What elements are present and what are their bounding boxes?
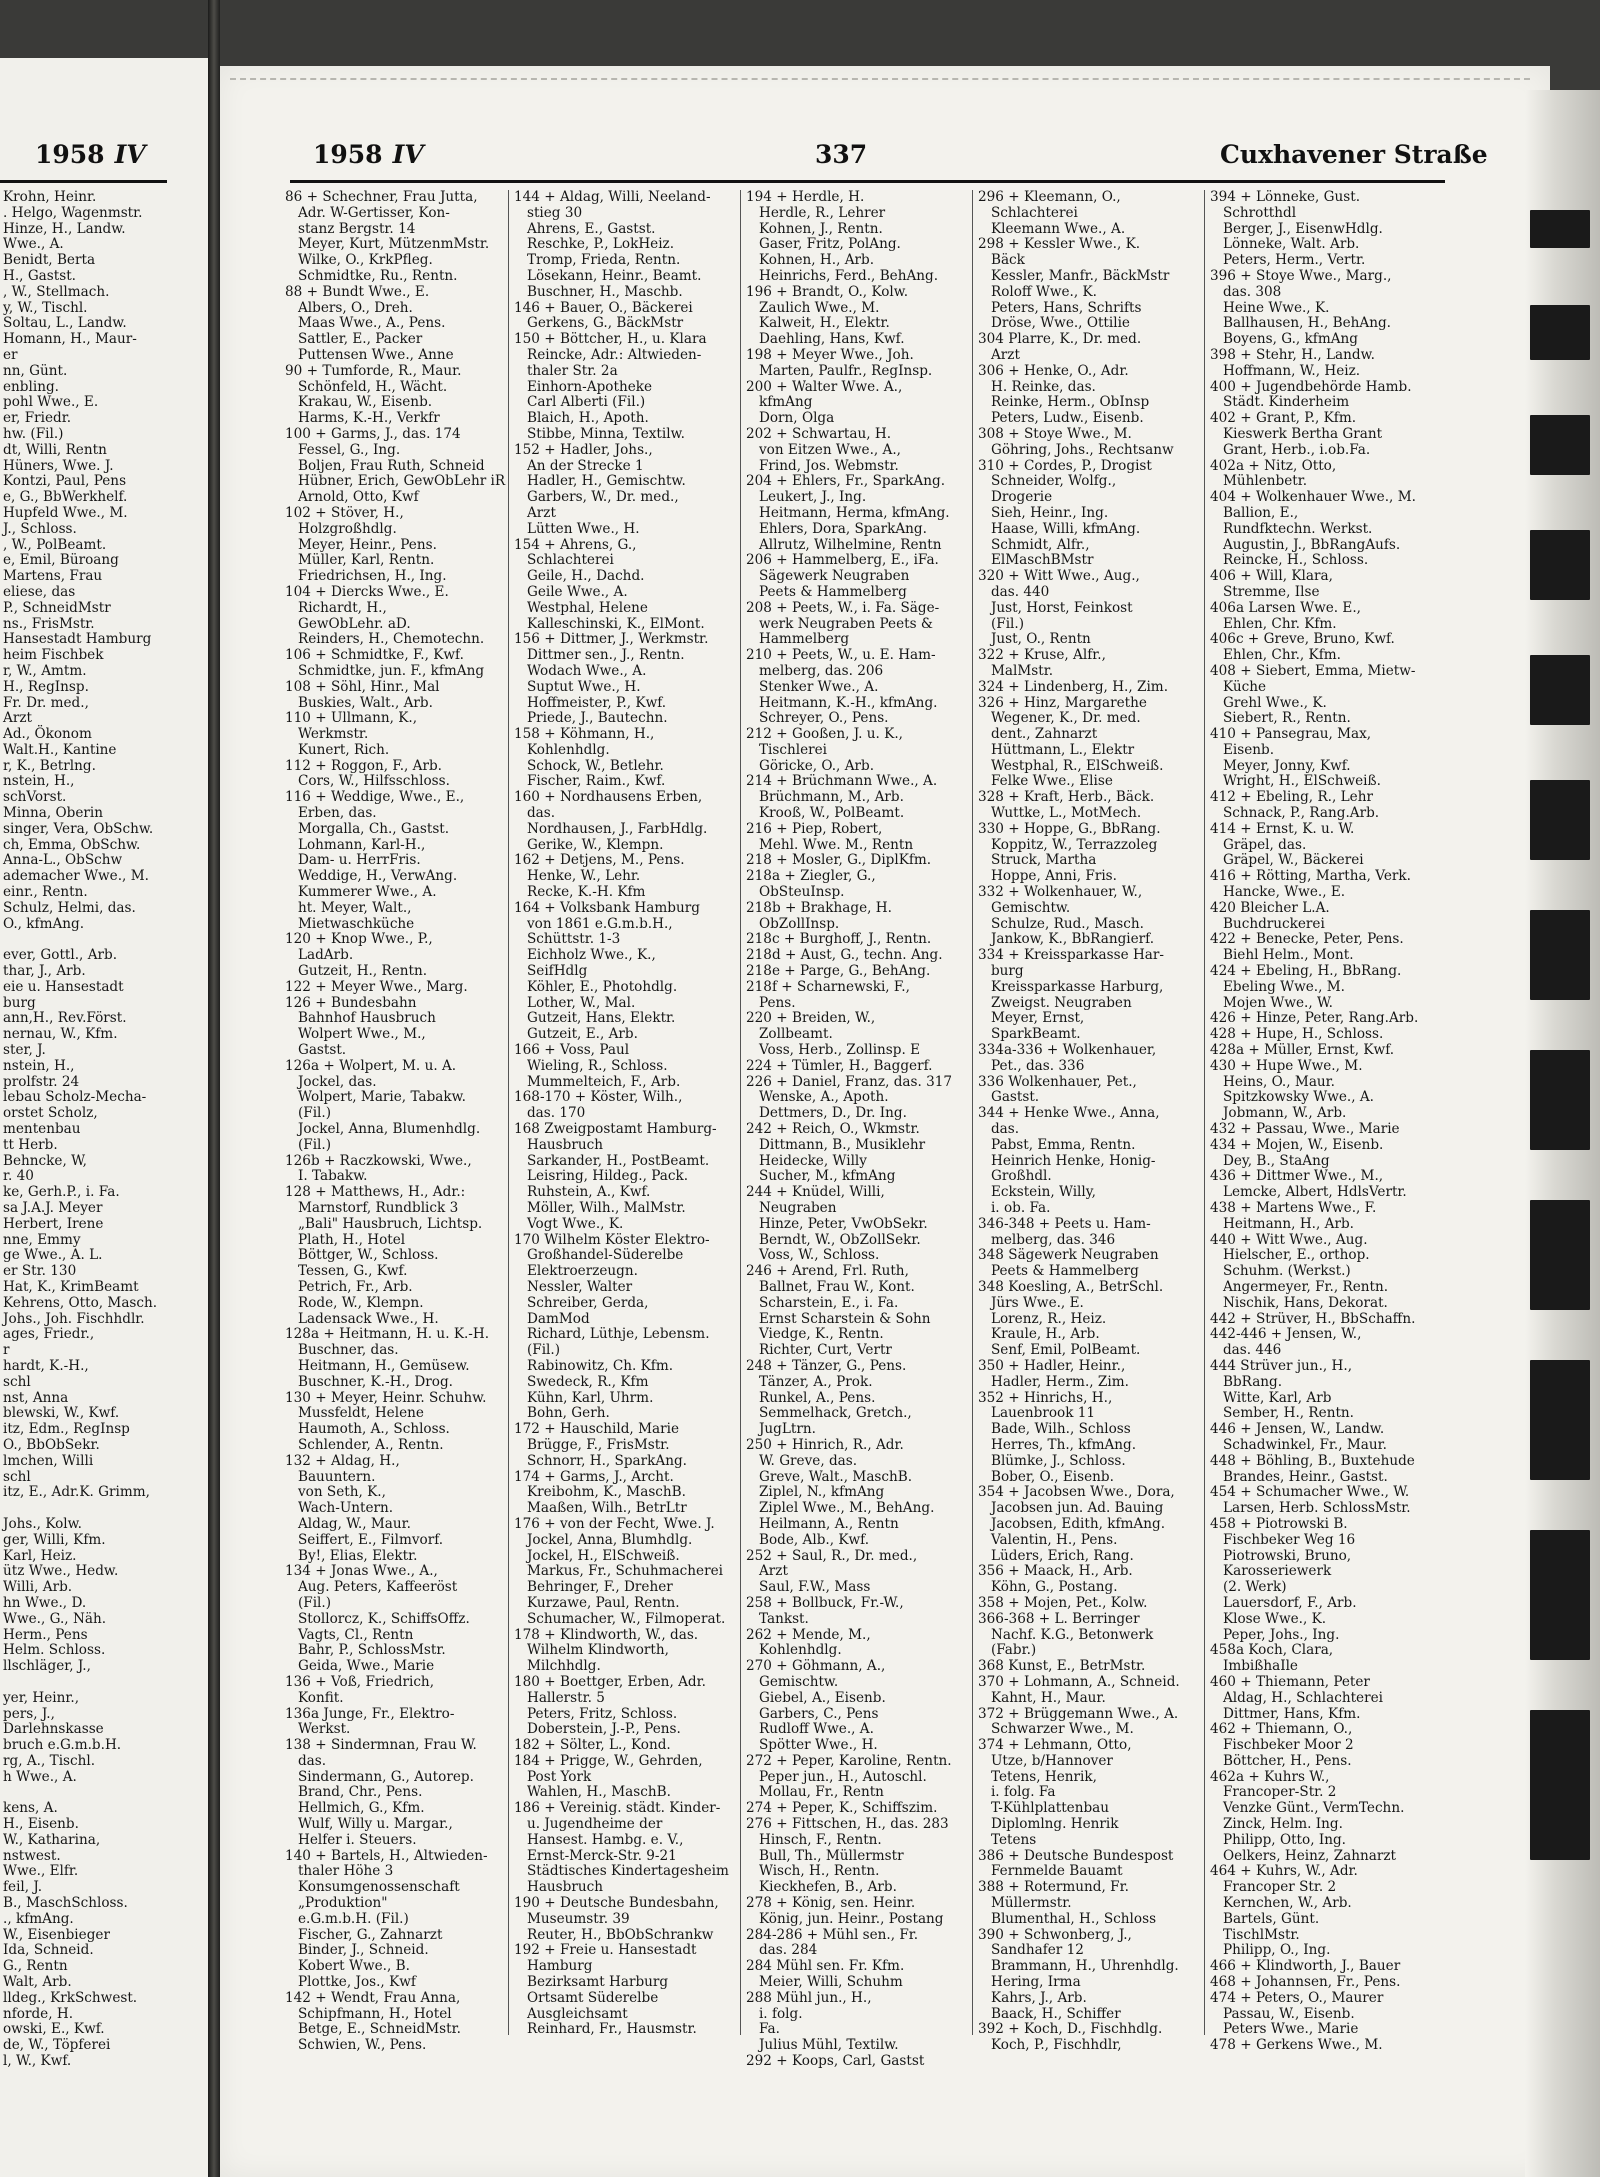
top-edge-dashes bbox=[230, 78, 1530, 80]
page-number: 337 bbox=[815, 140, 868, 169]
left-volume: IV bbox=[114, 140, 146, 169]
year: 1958 bbox=[313, 140, 383, 169]
column-divider bbox=[740, 190, 741, 2035]
left-page-column: Krohn, Heinr. . Helgo, Wagenmstr. Hinze, H., Landw. Wwe., A. Benidt, Berta H., Gastst. , W., Stellmach. y, W., Tischl. Soltau, L., Landw. Homann, H., Maur- er nn, Günt. enbling. pohl Wwe., E. er, Friedr. hw. (Fil.) dt, Willi, Rentn Hüners, Wwe. J. Kontzi, Paul, Pens e, G., BbWerkhelf. Hupfeld Wwe., M. J., Schloss. , W., PolBeamt. e, Emil, Büroang Martens, Frau eliese, das P., SchneidMstr ns., FrisMstr. Hansestadt Hamburg heim Fischbek r, W., Amtm. H., RegInsp. Fr. Dr. med., Arzt Ad., Ökonom Walt.H., Kantine r, K., Betrlng. nstein, H., schVorst. Minna, Oberin singer, Vera, ObSchw. ch, Emma, ObSchw. Anna-L., ObSchw ademacher Wwe., M. einr., Rentn. Schulz, Helmi, das. O., kfmAng. ever, Gottl., Arb. thar, J., Arb. eie u. Hansestadt burg ann,H., Rev.Först. nernau, W., Kfm. ster, J. nstein, H., prolfstr. 24 lebau Scholz-Mecha- orstet Scholz, mentenbau tt Herb. Behncke, W, r. 40 ke, Gerh.P., i. Fa. sa J.A.J. Meyer Herbert, Irene nne, Emmy ge Wwe., A. L. er Str. 130 Hat, K., KrimBeamt Kehrens, Otto, Masch. Johs., Joh. Fischhdlr. ages, Friedr., r hardt, K.-H., schl nst, Anna blewski, W., Kwf. itz, Edm., RegInsp O., BbObSekr. lmchen, Willi schl itz, E., Adr.K. Grimm, Johs., Kolw. ger, Willi, Kfm. Karl, Heiz. ütz Wwe., Hedw. Willi, Arb. hn Wwe., D. Wwe., G., Näh. Herm., Pens Helm. Schloss. llschläger, J., yer, Heinr., pers, J., Darlehnskasse bruch e.G.m.b.H. rg, A., Tischl. h Wwe., A. kens, A. H., Eisenb. W., Katharina, nstwest. Wwe., Elfr. feil, J. B., MaschSchloss. ., kfmAng. W., Eisenbieger Ida, Schneid. G., Rentn Walt, Arb. lldeg., KrkSchwest. nforde, H. owski, E., Kwf. de, W., Töpferei l, W., Kwf. bbox=[3, 189, 158, 2070]
street-title: Cuxhavener Straße bbox=[1220, 140, 1488, 169]
header-rule bbox=[290, 180, 1445, 183]
book-gutter bbox=[208, 0, 220, 2177]
left-year: 1958 bbox=[35, 140, 105, 169]
volume: IV bbox=[392, 140, 424, 169]
column-divider bbox=[972, 190, 973, 2035]
column-divider bbox=[508, 190, 509, 2035]
directory-column-5: 394 + Lönneke, Gust. Schrotthdl Berger, J., EisenwHdlg. Lönneke, Walt. Arb. Peters, Herm., Vertr. 396 + Stoye Wwe., Marg., das. 308 Heine Wwe., K. Ballhausen, H., BehAng. Boyens, G., kfmAng 398 + Stehr, H., Landw. Hoffmann, W., Heiz. 400 + Jugendbehörde Hamb. Städt. Kinderheim 402 + Grant, P., Kfm. Kieswerk Bertha Grant Grant, Herb., i.ob.Fa. 402a + Nitz, Otto, Mühlenbetr. 404 + Wolkenhauer Wwe., M. Ballion, E., Rundfktechn. Werkst. Augustin, J., BbRangAufs. Reincke, H., Schloss. 406 + Will, Klara, Stremme, Ilse 406a Larsen Wwe. E., Ehlen, Chr. Kfm. 406c + Greve, Bruno, Kwf. Ehlen, Chr., Kfm. 408 + Siebert, Emma, Mietw- Küche Grehl Wwe., K. Siebert, R., Rentn. 410 + Pansegrau, Max, Eisenb. Meyer, Jonny, Kwf. Wright, H., ElSchweiß. 412 + Ebeling, R., Lehr Schnack, P., Rang.Arb. 414 + Ernst, K. u. W. Gräpel, das. Gräpel, W., Bäckerei 416 + Rötting, Martha, Verk. Hancke, Wwe., E. 420 Bleicher L.A. Buchdruckerei 422 + Benecke, Peter, Pens. Biehl Helm., Mont. 424 + Ebeling, H., BbRang. Ebeling Wwe., M. Mojen Wwe., W. 426 + Hinze, Peter, Rang.Arb. 428 + Hupe, H., Schloss. 428a + Müller, Ernst, Kwf. 430 + Hupe Wwe., M. Heins, O., Maur. Spitzkowsky Wwe., A. Jobmann, W., Arb. 432 + Passau, Wwe., Marie 434 + Mojen, W., Eisenb. Dey, B., StaAng 436 + Dittmer Wwe., M., Lemcke, Albert, HdlsVertr. 438 + Martens Wwe., F. Heitmann, H., Arb. 440 + Witt Wwe., Aug. Hielscher, E., orthop. Schuhm. (Werkst.) Angermeyer, Fr., Rentn. Nischik, Hans, Dekorat. 442 + Strüver, H., BbSchaffn. 442-446 + Jensen, W., das. 446 444 Strüver jun., H., BbRang. Witte, Karl, Arb Sember, H., Rentn. 446 + Jensen, W., Landw. Schadwinkel, Fr., Maur. 448 + Böhling, B., Buxtehude Brandes, Heinr., Gastst. 454 + Schumacher Wwe., W. Larsen, Herb. SchlossMstr. 458 + Piotrowski B. Fischbeker Weg 16 Piotrowski, Bruno, Karosseriewerk (2. Werk) Lauersdorf, F., Arb. Klose Wwe., K. Peper, Johs., Ing. 458a Koch, Clara, ImbißhaIle 460 + Thiemann, Peter Aldag, H., Schlachterei Dittmer, Hans, Kfm. 462 + Thiemann, O., Fischbeker Moor 2 Böttcher, H., Pens. 462a + Kuhrs W., Francoper-Str. 2 Venzke Günt., VermTechn. Zinck, Helm. Ing. Philipp, Otto, Ing. Oelkers, Heinz, Zahnarzt 464 + Kuhrs, W., Adr. Francoper Str. 2 Kernchen, W., Arb. Bartels, Günt. TischlMstr. Philipp, O., Ing. 466 + Klindworth, J., Bauer 468 + Johannsen, Fr., Pens. 474 + Peters, O., Maurer Passau, W., Eisenb. Peters Wwe., Marie 478 + Gerkens Wwe., M. bbox=[1210, 189, 1419, 2054]
header-year bbox=[313, 140, 424, 169]
left-page-header bbox=[35, 140, 146, 169]
directory-column-4: 296 + Kleemann, O., Schlachterei Kleemann Wwe., A. 298 + Kessler Wwe., K. Bäck Kessler, Manfr., BäckMstr Roloff Wwe., K. Peters, Hans, Schrifts Dröse, Wwe., Ottilie 304 Plarre, K., Dr. med. Arzt 306 + Henke, O., Adr. H. Reinke, das. Reinke, Herm., ObInsp Peters, Ludw., Eisenb. 308 + Stoye Wwe., M. Göhring, Johs., Rechtsanw 310 + Cordes, P., Drogist Schneider, Wolfg., Drogerie Sieh, Heinr., Ing. Haase, Willi, kfmAng. Schmidt, Alfr., ElMaschBMstr 320 + Witt Wwe., Aug., das. 440 Just, Horst, Feinkost (Fil.) Just, O., Rentn 322 + Kruse, Alfr., MalMstr. 324 + Lindenberg, H., Zim. 326 + Hinz, Margarethe Wegener, K., Dr. med. dent., Zahnarzt Hüttmann, L., Elektr Westphal, R., ElSchweiß. Felke Wwe., Elise 328 + Kraft, Herb., Bäck. Wuttke, L., MotMech. 330 + Hoppe, G., BbRang. Koppitz, W., Terrazzoleg Struck, Martha Hoppe, Anni, Fris. 332 + Wolkenhauer, W., Gemischtw. Schulze, Rud., Masch. Jankow, K., BbRangierf. 334 + Kreissparkasse Har- burg Kreissparkasse Harburg, Zweigst. Neugraben Meyer, Ernst, SparkBeamt. 334a-336 + Wolkenhauer, Pet., das. 336 336 Wolkenhauer, Pet., Gastst. 344 + Henke Wwe., Anna, das. Pabst, Emma, Rentn. Heinrich Henke, Honig- Großhdl. Eckstein, Willy, i. ob. Fa. 346-348 + Peets u. Ham- melberg, das. 346 348 Sägewerk Neugraben Peets & Hammelberg 348 Koesling, A., BetrSchl. Jürs Wwe., E. Lorenz, R., Heiz. Kraule, H., Arb. Senf, Emil, PolBeamt. 350 + Hadler, Heinr., Hadler, Herm., Zim. 352 + Hinrichs, H., Lauenbrook 11 Bade, Wilh., Schloss Herres, Th., kfmAng. Blümke, J., Schloss. Bober, O., Eisenb. 354 + Jacobsen Wwe., Dora, Jacobsen jun. Ad. Bauing Jacobsen, Edith, kfmAng. Valentin, H., Pens. Lüders, Erich, Rang. 356 + Maack, H., Arb. Köhn, G., Postang. 358 + Mojen, Pet., Kolw. 366-368 + L. Berringer Nachf. K.G., Betonwerk (Fabr.) 368 Kunst, E., BetrMstr. 370 + Lohmann, A., Schneid. Kahnt, H., Maur. 372 + Brüggemann Wwe., A. Schwarzer Wwe., M. 374 + Lehmann, Otto, Utze, b/Hannover Tetens, Henrik, i. folg. Fa T-Kühlplattenbau Diplomlng. Henrik Tetens 386 + Deutsche Bundespost Fernmelde Bauamt 388 + Rotermund, Fr. Müllermstr. Blumenthal, H., Schloss 390 + Schwonberg, J., Sandhafer 12 Brammann, H., Uhrenhdlg. Hering, Irma Kahrs, J., Arb. Baack, H., Schiffer 392 + Koch, D., Fischhdlg. Koch, P., Fischhdlr, bbox=[978, 189, 1180, 2054]
left-header-rule bbox=[0, 180, 167, 183]
directory-column-1: 86 + Schechner, Frau Jutta, Adr. W-Gertisser, Kon- stanz Bergstr. 14 Meyer, Kurt, MützenmMstr. Wilke, O., KrkPfleg. Schmidtke, Ru., Rentn. 88 + Bundt Wwe., E. Albers, O., Dreh. Maas Wwe., A., Pens. Sattler, E., Packer Puttensen Wwe., Anne 90 + Tumforde, R., Maur. Schönfeld, H., Wächt. Krakau, W., Eisenb. Harms, K.-H., Verkfr 100 + Garms, J., das. 174 Fessel, G., Ing. Boljen, Frau Ruth, Schneid Hübner, Erich, GewObLehr iR Arnold, Otto, Kwf 102 + Stöver, H., Holzgroßhdlg. Meyer, Heinr., Pens. Müller, Karl, Rentn. Friedrichsen, H., Ing. 104 + Diercks Wwe., E. Richardt, H., GewObLehr. aD. Reinders, H., Chemotechn. 106 + Schmidtke, F., Kwf. Schmidtke, jun. F., kfmAng 108 + Söhl, Hinr., Mal Buskies, Walt., Arb. 110 + Ullmann, K., Werkmstr. Kunert, Rich. 112 + Roggon, F., Arb. Cors, W., Hilfsschloss. 116 + Weddige, Wwe., E., Erben, das. Morgalla, Ch., Gastst. Lohmann, Karl-H., Dam- u. HerrFris. Weddige, H., VerwAng. Kummerer Wwe., A. ht. Meyer, Walt., Mietwaschküche 120 + Knop Wwe., P., LadArb. Gutzeit, H., Rentn. 122 + Meyer Wwe., Marg. 126 + Bundesbahn Bahnhof Hausbruch Wolpert Wwe., M., Gastst. 126a + Wolpert, M. u. A. Jockel, das. Wolpert, Marie, Tabakw. (Fil.) Jockel, Anna, Blumenhdlg. (Fil.) 126b + Raczkowski, Wwe., I. Tabakw. 128 + Matthews, H., Adr.: Marnstorf, Rundblick 3 „Bali" Hausbruch, Lichtsp. Plath, H., Hotel Böttger, W., Schloss. Tessen, G., Kwf. Petrich, Fr., Arb. Rode, W., Klempn. Ladensack Wwe., H. 128a + Heitmann, H. u. K.-H. Buschner, das. Heitmann, H., Gemüsew. Buschner, K.-H., Drog. 130 + Meyer, Heinr. Schuhw. Mussfeldt, Helene Haumoth, A., Schloss. Schlender, A., Rentn. 132 + Aldag, H., Bauuntern. von Seth, K., Wach-Untern. Aldag, W., Maur. Seiffert, E., Filmvorf. By!, Elias, Elektr. 134 + Jonas Wwe., A., Aug. Peters, Kaffeeröst (Fil.) Stollorcz, K., SchiffsOffz. Vagts, Cl., Rentn Bahr, P., SchlossMstr. Geida, Wwe., Marie 136 + Voß, Friedrich, Konfit. 136a Junge, Fr., Elektro- Werkst. 138 + Sindermnan, Frau W. das. Sindermann, G., Autorep. Brand, Chr., Pens. Hellmich, G., Kfm. Wulf, Willy u. Margar., Helfer i. Steuers. 140 + Bartels, H., Altwieden- thaler Höhe 3 Konsumgenossenschaft „Produktion" e.G.m.b.H. (Fil.) Fischer, G., Zahnarzt Binder, J., Schneid. Kobert Wwe., B. Plottke, Jos., Kwf 142 + Wendt, Frau Anna, Schipfmann, H., Hotel Betge, E., SchneidMstr. Schwien, W., Pens. bbox=[285, 189, 506, 2054]
column-divider bbox=[1204, 190, 1205, 2035]
thumb-index-tabs bbox=[1530, 210, 1600, 1910]
directory-column-2: 144 + Aldag, Willi, Neeland- stieg 30 Ahrens, E., Gastst. Reschke, P., LokHeiz. Tromp, Frieda, Rentn. Lösekann, Heinr., Beamt. Buschner, H., Maschb. 146 + Bauer, O., Bäckerei Gerkens, G., BäckMstr 150 + Böttcher, H., u. Klara Reincke, Adr.: Altwieden- thaler Str. 2a Einhorn-Apotheke Carl Alberti (Fil.) Blaich, H., Apoth. Stibbe, Minna, Textilw. 152 + Hadler, Johs., An der Strecke 1 Hadler, H., Gemischtw. Garbers, W., Dr. med., Arzt Lütten Wwe., H. 154 + Ahrens, G., Schlachterei Geile, H., Dachd. Geile Wwe., A. Westphal, Helene Kalleschinski, K., ElMont. 156 + Dittmer, J., Werkmstr. Dittmer sen., J., Rentn. Wodach Wwe., A. Suptut Wwe., H. Hoffmeister, P., Kwf. Priede, J., Bautechn. 158 + Köhmann, H., Kohlenhdlg. Schock, W., Betlehr. Fischer, Raim., Kwf. 160 + Nordhausens Erben, das. Nordhausen, J., FarbHdlg. Gerike, W., Klempn. 162 + Detjens, M., Pens. Henke, W., Lehr. Recke, K.-H. Kfm 164 + Volksbank Hamburg von 1861 e.G.m.b.H., Schüttstr. 1-3 Eichholz Wwe., K., SeifHdlg Köhler, E., Photohdlg. Lother, W., Mal. Gutzeit, Hans, Elektr. Gutzeit, E., Arb. 166 + Voss, Paul Wieling, R., Schloss. Mummelteich, F., Arb. 168-170 + Köster, Wilh., das. 170 168 Zweigpostamt Hamburg- Hausbruch Sarkander, H., PostBeamt. Leisring, Hildeg., Pack. Ruhstein, A., Kwf. Möller, Wilh., MalMstr. Vogt Wwe., K. 170 Wilhelm Köster Elektro- Großhandel-Süderelbe Elektroerzeugn. Nessler, Walter Schreiber, Gerda, DamMod Richard, Lüthje, Lebensm. (Fil.) Rabinowitz, Ch. Kfm. Swedeck, R., Kfm Kühn, Karl, Uhrm. Bohn, Gerh. 172 + Hauschild, Marie Brügge, F., FrisMstr. Schnorr, H., SparkAng. 174 + Garms, J., Archt. Kreibohm, K., MaschB. Maaßen, Wilh., BetrLtr 176 + von der Fecht, Wwe. J. Jockel, Anna, Blumhdlg. Jockel, H., ElSchweiß. Markus, Fr., Schuhmacherei Behringer, F., Dreher Kurzawe, Paul, Rentn. Schumacher, W., Filmoperat. 178 + Klindworth, W., das. Wilhelm Klindworth, Milchhdlg. 180 + Boettger, Erben, Adr. Hallerstr. 5 Peters, Fritz, Schloss. Doberstein, J.-P., Pens. 182 + Sölter, L., Kond. 184 + Prigge, W., Gehrden, Post York Wahlen, H., MaschB. 186 + Vereinig. städt. Kinder- u. Jugendheime der Hansest. Hambg. e. V., Ernst-Merck-Str. 9-21 Städtisches Kindertagesheim Hausbruch 190 + Deutsche Bundesbahn, Museumstr. 39 Reuter, H., BbObSchrankw 192 + Freie u. Hansestadt Hamburg Bezirksamt Harburg Ortsamt Süderelbe Ausgleichsamt Reinhard, Fr., Hausmstr. bbox=[514, 189, 729, 2038]
directory-column-3: 194 + Herdle, H. Herdle, R., Lehrer Kohnen, J., Rentn. Gaser, Fritz, PolAng. Kohnen, H., Arb. Heinrichs, Ferd., BehAng. 196 + Brandt, O., Kolw. Zaulich Wwe., M. Kalweit, H., Elektr. Daehling, Hans, Kwf. 198 + Meyer Wwe., Joh. Marten, Paulfr., RegInsp. 200 + Walter Wwe. A., kfmAng Dorn, Olga 202 + Schwartau, H. von Eitzen Wwe., A., Frind, Jos. Webmstr. 204 + Ehlers, Fr., SparkAng. Leukert, J., Ing. Heitmann, Herma, kfmAng. Ehlers, Dora, SparkAng. Allrutz, Wilhelmine, Rentn 206 + Hammelberg, E., iFa. Sägewerk Neugraben Peets & Hammelberg 208 + Peets, W., i. Fa. Säge- werk Neugraben Peets & Hammelberg 210 + Peets, W., u. E. Ham- melberg, das. 206 Stenker Wwe., A. Heitmann, K.-H., kfmAng. Schreyer, O., Pens. 212 + Gooßen, J. u. K., Tischlerei Göricke, O., Arb. 214 + Brüchmann Wwe., A. Brüchmann, M., Arb. Krooß, W., PolBeamt. 216 + Piep, Robert, Mehl. Wwe. M., Rentn 218 + Mosler, G., DiplKfm. 218a + Ziegler, G., ObSteuInsp. 218b + Brakhage, H. ObZollInsp. 218c + Burghoff, J., Rentn. 218d + Aust, G., techn. Ang. 218e + Parge, G., BehAng. 218f + Scharnewski, F., Pens. 220 + Breiden, W., Zollbeamt. Voss, Herb., Zollinsp. E 224 + Tümler, H., Baggerf. 226 + Daniel, Franz, das. 317 Wenske, A., Apoth. Dettmers, D., Dr. Ing. 242 + Reich, O., Wkmstr. Dittmann, B., Musiklehr Heidecke, Willy Sucher, M., kfmAng 244 + Knüdel, Willi, Neugraben Hinze, Peter, VwObSekr. Berndt, W., ObZollSekr. Voss, W., Schloss. 246 + Arend, Frl. Ruth, Ballnet, Frau W., Kont. Scharstein, E., i. Fa. Ernst Scharstein & Sohn Viedge, K., Rentn. Richter, Curt, Vertr 248 + Tänzer, G., Pens. Tänzer, A., Prok. Runkel, A., Pens. Semmelhack, Gretch., JugLtrn. 250 + Hinrich, R., Adr. W. Greve, das. Greve, Walt., MaschB. Ziplel, N., kfmAng Ziplel Wwe., M., BehAng. Heilmann, A., Rentn Bode, Alb., Kwf. 252 + Saul, R., Dr. med., Arzt Saul, F.W., Mass 258 + Bollbuck, Fr.-W., Tankst. 262 + Mende, M., Kohlenhdlg. 270 + Göhmann, A., Gemischtw. Giebel, A., Eisenb. Garbers, C., Pens Rudloff Wwe., A. Spötter Wwe., H. 272 + Peper, Karoline, Rentn. Peper jun., H., Autoschl. Mollau, Fr., Rentn 274 + Peper, K., Schiffszim. 276 + Fittschen, H., das. 283 Hinsch, F., Rentn. Bull, Th., Müllermstr Wisch, H., Rentn. Kieckhefen, B., Arb. 278 + König, sen. Heinr. König, jun. Heinr., Postang 284-286 + Mühl sen., Fr. das. 284 284 Mühl sen. Fr. Kfm. Meier, Willi, Schuhm 288 Mühl jun., H., i. folg. Fa. Julius Mühl, Textilw. 292 + Koops, Carl, Gastst bbox=[746, 189, 953, 2070]
